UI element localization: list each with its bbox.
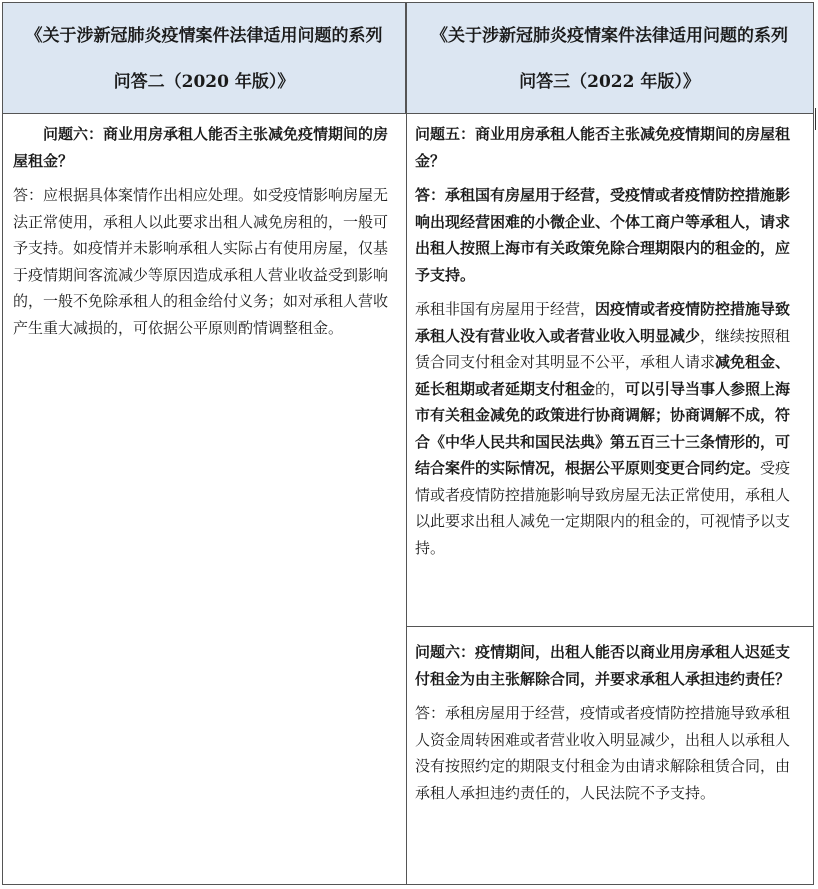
header-2022-line1: 《关于涉新冠肺炎疫情案件法律适用问题的系列 — [431, 26, 788, 46]
a2-text-1: 承租非国有房屋用于经营， — [415, 300, 596, 318]
comparison-table — [2, 2, 814, 885]
row-divider-right — [406, 626, 813, 627]
a2-text-3: ，继续按照租赁合同支付租金对其明显不公平，承租人请求 — [415, 326, 791, 371]
header-2020-line1: 《关于涉新冠肺炎疫情案件法律适用问题的系列 — [25, 26, 383, 46]
answer-5-2022-part1: 答：承租国有房屋用于经营，受疫情或者疫情防控措施影响出现经营困难的小微企业、个体工商户等承租人，请求出租人按照上海市有关政策免除合理期限内的租金的，应予支持。 — [415, 186, 791, 284]
header-2020-line2: 问答二（2020 年版）》 — [113, 72, 295, 92]
a2-text-5: 的， — [595, 379, 626, 398]
question-6-2020: 问题六：商业用房承租人能否主张减免疫情期间的房屋租金？ — [13, 125, 389, 170]
right-cell-2022-q5 — [415, 121, 803, 569]
left-cell-2020 — [13, 121, 399, 349]
header-cell-2020 — [3, 3, 406, 113]
answer-5-2022-part2 — [415, 296, 803, 561]
column-divider — [406, 3, 407, 884]
header-cell-2022 — [406, 3, 813, 113]
answer-6-2022: 答：承租房屋用于经营，疫情或者疫情防控措施导致承租人资金周转困难或者营业收入明显减少，出租人以承租人没有按照约定的期限支付租金为由请求解除租赁合同，由承租人承担违约责任的，人民法院不予支持。 — [415, 704, 791, 802]
right-cell-2022-q6 — [415, 639, 803, 814]
text-cursor — [815, 108, 816, 130]
header-divider — [3, 113, 813, 114]
a2-text-7: 受疫情或者疫情防控措施影响导致房屋无法正常使用，承租人以此要求出租人减免一定期限内的租金的，可视情予以支持。 — [415, 459, 791, 557]
a2-text-2: 因疫情或者疫情防控措施导致承租人没有营业收入或者营业收入明显减少 — [415, 300, 791, 345]
a2-text-6: 可以引导当事人参照上海市有关租金减免的政策进行协商调解；协商调解不成，符合《中华人民共和国民法典》第五百三十三条情形的，可结合案件的实际情况，根据公平原则变更合同约定。 — [415, 379, 791, 477]
question-6-2022: 问题六：疫情期间，出租人能否以商业用房承租人迟延支付租金为由主张解除合同，并要求承租人承担违约责任？ — [415, 643, 791, 688]
question-5-2022: 问题五：商业用房承租人能否主张减免疫情期间的房屋租金？ — [415, 125, 791, 170]
header-2022-line2: 问答三（2022 年版）》 — [519, 72, 700, 92]
a2-text-4: 减免租金、延长租期或者延期支付租金 — [415, 353, 791, 398]
answer-6-2020: 答：应根据具体案情作出相应处理。如受疫情影响房屋无法正常使用，承租人以此要求出租人减免房租的，一般可予支持。如疫情并未影响承租人实际占有使用房屋，仅基于疫情期间客流减少等原因造成承租人营业收益受到影响的，一般不免除承租人的租金给付义务；如对承租人营收产生重大减损的，可依据公平原则酌情调整租金。 — [13, 186, 389, 337]
